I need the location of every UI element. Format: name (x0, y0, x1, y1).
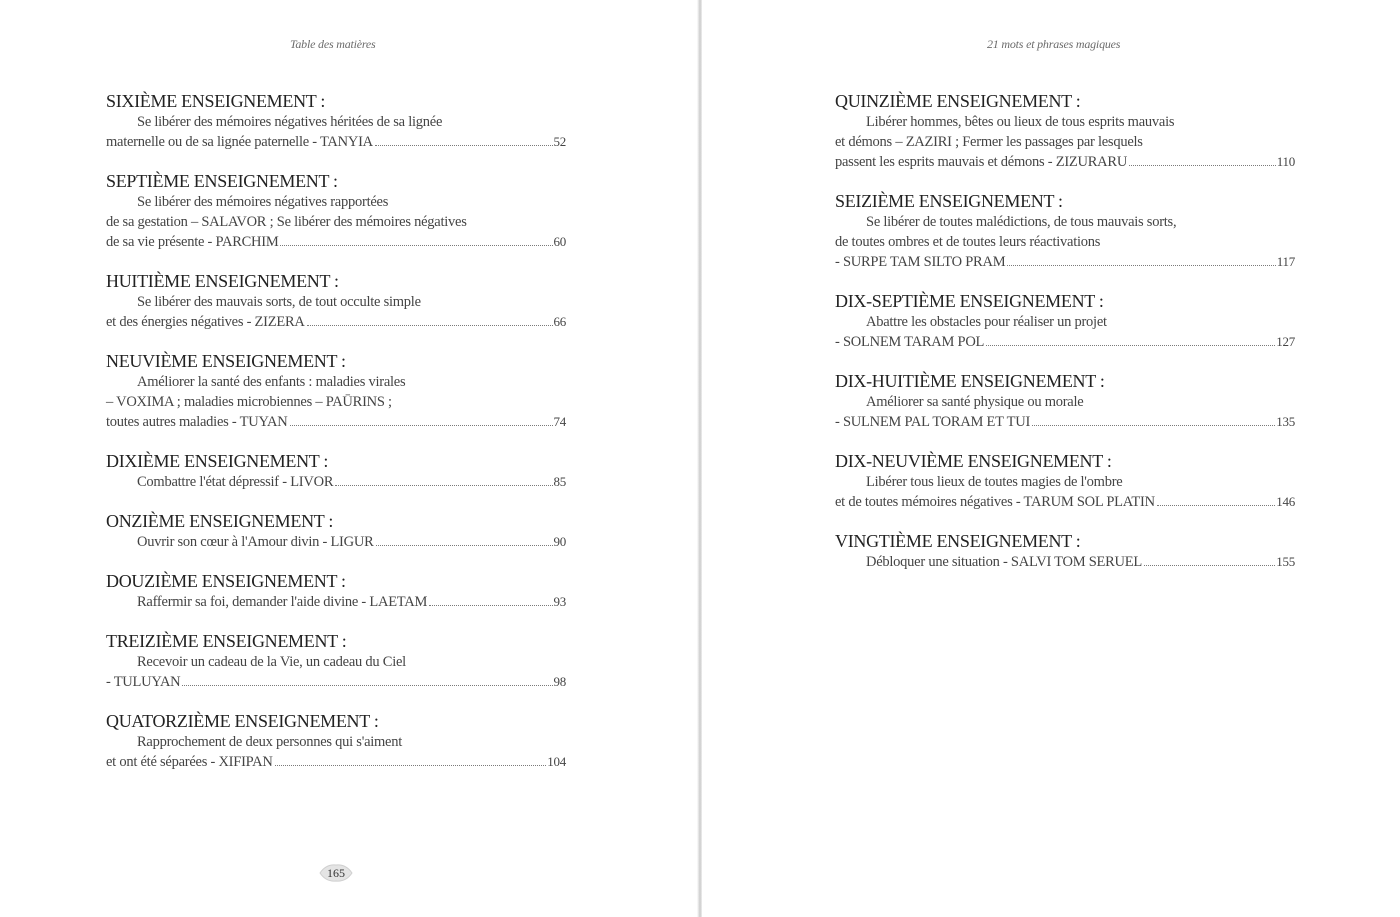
toc-entry-final-line (106, 592, 566, 612)
toc-entry-description: Ouvrir son cœur à l'Amour divin - LIGUR (137, 534, 374, 550)
toc-page-number: 93 (553, 594, 566, 609)
toc-entry-description: - SOLNEM TARAM POL (835, 334, 985, 350)
toc-entry-final-line (106, 412, 566, 432)
toc-entry-title: DIX-HUITIÈME ENSEIGNEMENT : (835, 371, 1105, 391)
toc-entry-final-line (835, 332, 1295, 352)
toc-entry (106, 630, 566, 692)
toc-entry-final-line (835, 412, 1295, 432)
toc-entry-final-line (835, 152, 1295, 172)
table-of-contents (835, 90, 1295, 572)
dot-leader (1007, 265, 1275, 266)
toc-page-number: 127 (1276, 334, 1295, 349)
toc-entry-description: Abattre les obstacles pour réaliser un projet (866, 314, 1107, 330)
toc-entry-description: Se libérer de toutes malédictions, de tous mauvais sorts, (866, 214, 1177, 230)
toc-entry (835, 530, 1295, 572)
toc-page-number: 98 (553, 674, 566, 689)
toc-entry-description: Améliorer sa santé physique ou morale (866, 394, 1084, 410)
toc-page-number: 146 (1276, 494, 1295, 509)
toc-entry-description: et démons – ZAZIRI ; Fermer les passages par lesquels (835, 134, 1143, 150)
toc-entry-description: passent les esprits mauvais et démons - ZIZURARU (835, 154, 1128, 170)
toc-entry (835, 450, 1295, 512)
toc-entry-title: HUITIÈME ENSEIGNEMENT : (106, 271, 339, 291)
toc-entry-title: DOUZIÈME ENSEIGNEMENT : (106, 571, 346, 591)
toc-entry-final-line (106, 132, 566, 152)
toc-entry (106, 570, 566, 612)
toc-page-number: 135 (1276, 414, 1295, 429)
page-number (318, 862, 354, 884)
left-page (0, 0, 698, 917)
dot-leader (1157, 505, 1275, 506)
toc-entry-title: DIX-NEUVIÈME ENSEIGNEMENT : (835, 451, 1112, 471)
dot-leader (307, 325, 553, 326)
toc-entry-title: ONZIÈME ENSEIGNEMENT : (106, 511, 334, 531)
toc-entry-description: Se libérer des mémoires négatives rapportées (137, 194, 389, 210)
dot-leader (182, 685, 552, 686)
toc-page-number: 74 (553, 414, 566, 429)
dot-leader (429, 605, 552, 606)
toc-entry-description: - SURPE TAM SILTO PRAM (835, 254, 1006, 270)
toc-page-number: 155 (1276, 554, 1295, 569)
toc-entry-description: de sa gestation – SALAVOR ; Se libérer des mémoires négatives (106, 214, 467, 230)
toc-entry (106, 450, 566, 492)
running-head: 21 mots et phrases magiques (987, 37, 1121, 51)
table-of-contents (106, 90, 566, 772)
toc-entry (835, 370, 1295, 432)
toc-entry (106, 90, 566, 152)
toc-entry-title: VINGTIÈME ENSEIGNEMENT : (835, 531, 1081, 551)
toc-entry-description: Raffermir sa foi, demander l'aide divine - LAETAM (137, 594, 428, 610)
toc-entry-description: et de toutes mémoires négatives - TARUM SOL PLATIN (835, 494, 1155, 510)
toc-entry-description: et ont été séparées - XIFIPAN (106, 754, 273, 770)
toc-entry-description: Améliorer la santé des enfants : maladies virales (137, 374, 406, 390)
page-number-label: 165 (327, 866, 345, 880)
dot-leader (280, 245, 552, 246)
toc-page-number: 66 (553, 314, 566, 329)
toc-entry-description: - SULNEM PAL TORAM ET TUI (835, 414, 1031, 430)
toc-entry-description: toutes autres maladies - TUYAN (106, 414, 288, 430)
dot-leader (986, 345, 1275, 346)
toc-entry (106, 170, 566, 252)
toc-entry-title: SEPTIÈME ENSEIGNEMENT : (106, 171, 338, 191)
toc-entry-title: SEIZIÈME ENSEIGNEMENT : (835, 191, 1063, 211)
toc-entry-description: de sa vie présente - PARCHIM (106, 234, 279, 250)
dot-leader (275, 765, 547, 766)
toc-entry-title: QUINZIÈME ENSEIGNEMENT : (835, 91, 1081, 111)
dot-leader (1032, 425, 1275, 426)
toc-entry (835, 90, 1295, 172)
dot-leader (1129, 165, 1276, 166)
toc-entry-description: Combattre l'état dépressif - LIVOR (137, 474, 334, 490)
toc-entry-title: SIXIÈME ENSEIGNEMENT : (106, 91, 326, 111)
right-page (702, 0, 1400, 917)
toc-entry-final-line (106, 472, 566, 492)
dot-leader (376, 545, 553, 546)
toc-entry-final-line (106, 532, 566, 552)
toc-page-number: 117 (1276, 254, 1295, 269)
toc-entry-description: Se libérer des mauvais sorts, de tout occulte simple (137, 294, 421, 310)
toc-entry-final-line (106, 312, 566, 332)
toc-entry-final-line (106, 672, 566, 692)
toc-entry (106, 350, 566, 432)
toc-entry-final-line (835, 252, 1295, 272)
toc-entry-title: NEUVIÈME ENSEIGNEMENT : (106, 351, 346, 371)
toc-entry (106, 510, 566, 552)
dot-leader (335, 485, 552, 486)
toc-page-number: 52 (553, 134, 566, 149)
dot-leader (375, 145, 553, 146)
toc-entry-title: QUATORZIÈME ENSEIGNEMENT : (106, 711, 379, 731)
dot-leader (290, 425, 553, 426)
toc-entry-title: TREIZIÈME ENSEIGNEMENT : (106, 631, 347, 651)
toc-entry-description: Libérer hommes, bêtes ou lieux de tous esprits mauvais (866, 114, 1175, 130)
toc-entry (106, 270, 566, 332)
toc-page-number: 90 (553, 534, 566, 549)
toc-entry-title: DIX-SEPTIÈME ENSEIGNEMENT : (835, 291, 1104, 311)
toc-page-number: 104 (547, 754, 566, 769)
toc-entry-description: Libérer tous lieux de toutes magies de l'ombre (866, 474, 1123, 490)
toc-page-number: 85 (553, 474, 566, 489)
toc-page-number: 110 (1276, 154, 1295, 169)
running-head: Table des matières (290, 37, 376, 51)
toc-entry-description: Rapprochement de deux personnes qui s'aiment (137, 734, 403, 750)
toc-page-number: 60 (553, 234, 566, 249)
toc-entry-final-line (835, 492, 1295, 512)
toc-entry-description: et des énergies négatives - ZIZERA (106, 314, 305, 330)
toc-entry-description: Se libérer des mémoires négatives héritées de sa lignée (137, 114, 443, 130)
toc-entry-description: de toutes ombres et de toutes leurs réactivations (835, 234, 1101, 250)
toc-entry-description: – VOXIMA ; maladies microbiennes – PAŪRINS ; (106, 394, 392, 410)
toc-entry-final-line (106, 232, 566, 252)
toc-entry-description: - TULUYAN (106, 674, 181, 690)
toc-entry-description: maternelle ou de sa lignée paternelle - TANYIA (106, 134, 373, 150)
toc-entry-title: DIXIÈME ENSEIGNEMENT : (106, 451, 329, 471)
toc-entry-description: Recevoir un cadeau de la Vie, un cadeau du Ciel (137, 654, 406, 670)
dot-leader (1144, 565, 1275, 566)
toc-entry-final-line (835, 552, 1295, 572)
toc-entry (835, 190, 1295, 272)
toc-entry-final-line (106, 752, 566, 772)
toc-entry (106, 710, 566, 772)
toc-entry (835, 290, 1295, 352)
toc-entry-description: Débloquer une situation - SALVI TOM SERUEL (866, 554, 1142, 570)
